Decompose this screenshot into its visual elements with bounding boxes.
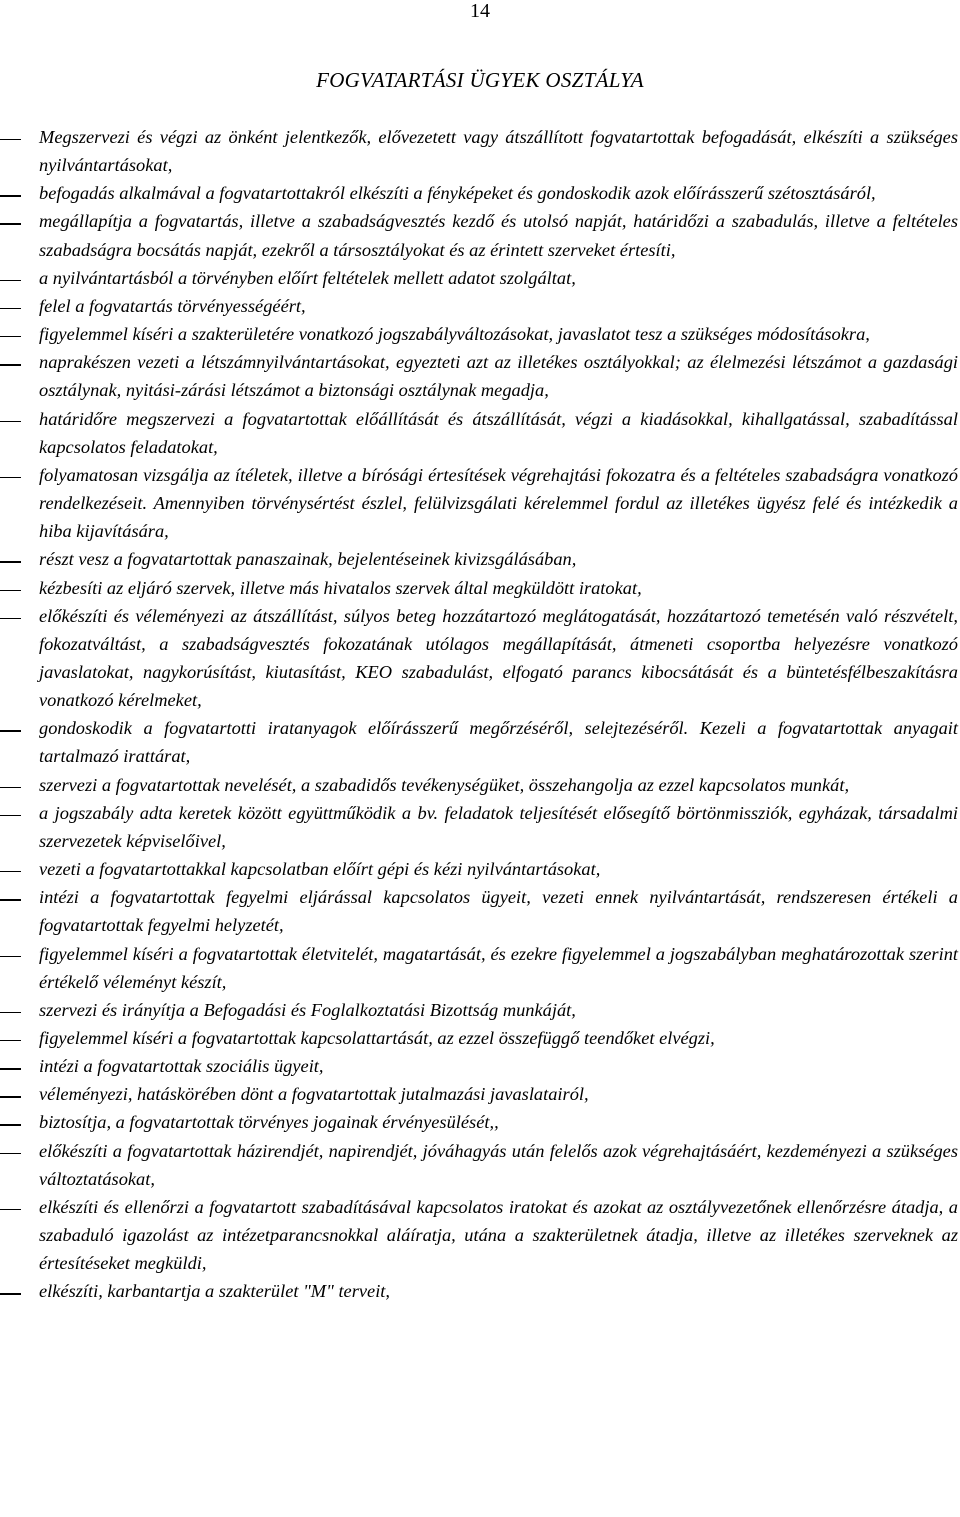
list-item (0, 1024, 960, 1052)
list-item (0, 996, 960, 1024)
list-item-text: intézi a fogvatartottak fegyelmi eljárással kapcsolatos ügyeit, vezeti ennek nyilvántartását, rendszeresen értékeli a fogvatartottak fegyelmi helyzetét, (39, 887, 958, 936)
list-item-text: előkészíti a fogvatartottak házirendjét, napirendjét, jóváhagyás után felelős azok végrehajtásáért, kezdeményezi a szükséges változtatásokat, (39, 1140, 958, 1189)
list-item (0, 292, 960, 320)
list-item-text: figyelemmel kíséri a fogvatartottak kapcsolattartását, az ezzel összefüggő teendőket elvégzi, (39, 1028, 715, 1048)
list-item-text: megállapítja a fogvatartás, illetve a szabadságvesztés kezdő és utolsó napját, határidőzi a szabadulás, illetve a feltételes szabadságra bocsátás napját, ezekről a társosztályokat és az érintett szerveket értesíti, (39, 211, 958, 260)
list-item-text: határidőre megszervezi a fogvatartottak előállítását és átszállítását, végzi a kiadásokkal, kihallgatással, szabadítással kapcsolatos feladatokat, (39, 408, 958, 457)
list-item-text: naprakészen vezeti a létszámnyilvántartásokat, egyezteti azt az illetékes osztályokkal; az élelmezési létszámot a gazdasági osztálynak, nyitási-zárási létszámot a biztonsági osztálynak megadja, (39, 352, 958, 401)
list-item-text: elkészíti és ellenőrzi a fogvatartott szabadításával kapcsolatos iratokat és azokat az osztályvezetőnek ellenőrzésre átadja, a szabaduló igazolást az intézetparancsnokkal aláíratja, utána a szakterületnek átadja, illetve az illetékes szerveknek az értesítéseket megküldi, (39, 1196, 958, 1274)
list-item-text: felel a fogvatartás törvényességéért, (39, 295, 306, 316)
list-item (0, 461, 960, 545)
list-item-text: befogadás alkalmával a fogvatartottakról elkészíti a fényképeket és gondoskodik azok előírásszerű szétosztásáról, (39, 183, 876, 204)
list-item (0, 405, 960, 461)
list-item (0, 771, 960, 799)
list-item (0, 207, 960, 263)
list-item-text: szervezi és irányítja a Befogadási és Foglalkoztatási Bizottság munkáját, (39, 999, 576, 1020)
list-item-text: figyelemmel kíséri a fogvatartottak életvitelét, magatartását, és ezekre figyelemmel a jogszabályban meghatározottak szerint értékelő véleményt készít, (39, 943, 958, 992)
list-item-text: intézi a fogvatartottak szociális ügyeit, (39, 1056, 324, 1077)
list-item (0, 883, 960, 939)
list-item-text: elkészíti, karbantartja a szakterület "M" terveit, (39, 1281, 391, 1302)
list-item (0, 348, 960, 404)
list-item (0, 320, 960, 348)
list-item (0, 123, 960, 179)
list-item (0, 1052, 960, 1080)
list-item (0, 545, 960, 573)
list-item (0, 574, 960, 602)
list-item (0, 1193, 960, 1277)
page-number: 14 (470, 0, 490, 22)
list-item (0, 602, 960, 715)
list-item-text: vezeti a fogvatartottakkal kapcsolatban előírt gépi és kézi nyilvántartásokat, (39, 859, 601, 880)
list-item (0, 940, 960, 996)
list-item-text: előkészíti és véleményezi az átszállítást, súlyos beteg hozzátartozó meglátogatását, hozzátartozó temetésén való részvételt, fokozatváltást, a szabadságvesztés fokozatának utólagos megállapítását, átmeneti csoportba helyezésre vonatkozó javaslatokat, nagykorúsítást, kiutasítást, KEO szabadulást, elfogató parancs kibocsátását és a büntetésfélbeszakításra vonatkozó kérelmeket, (39, 605, 958, 711)
section-title: FOGVATARTÁSI ÜGYEK OSZTÁLYA (316, 68, 644, 92)
list-item-text: a jogszabály adta keretek között együttműködik a bv. feladatok teljesítését elősegítő börtönmissziók, egyházak, társadalmi szervezetek képviselőivel, (39, 802, 958, 851)
duty-list (0, 123, 960, 1306)
list-item-text: véleményezi, hatáskörében dönt a fogvatartottak jutalmazási javaslatairól, (39, 1084, 589, 1105)
list-item-text: szervezi a fogvatartottak nevelését, a szabadidős tevékenységüket, összehangolja az ezzel kapcsolatos munkát, (39, 774, 850, 795)
list-item (0, 264, 960, 292)
list-item (0, 1137, 960, 1193)
list-item (0, 179, 960, 207)
list-item-text: figyelemmel kíséri a szakterületére vonatkozó jogszabályváltozásokat, javaslatot tesz a szükséges módosításokra, (39, 324, 870, 345)
list-item (0, 855, 960, 883)
list-item-text: biztosítja, a fogvatartottak törvényes jogainak érvényesülését,, (39, 1112, 499, 1133)
list-item-text: kézbesíti az eljáró szervek, illetve más hivatalos szervek által megküldött iratokat, (39, 577, 642, 598)
list-item-text: Megszervezi és végzi az önként jelentkezők, elővezetett vagy átszállított fogvatartottak befogadását, elkészíti a szükséges nyilvántartásokat, (39, 127, 958, 176)
list-item-text: folyamatosan vizsgálja az ítéletek, illetve a bírósági értesítések végrehajtási fokozatra és a feltételes szabadságra vonatkozó rendelkezéseit. Amennyiben törvénysértést észlel, felülvizsgálati kérelemmel fordul az illetékes ügyész felé és intézkedik a hiba kijavítására, (39, 464, 958, 542)
list-item (0, 1080, 960, 1108)
list-item-text: a nyilvántartásból a törvényben előírt feltételek mellett adatot szolgáltat, (39, 267, 576, 288)
list-item (0, 799, 960, 855)
list-item (0, 1277, 960, 1305)
list-item-text: gondoskodik a fogvatartotti iratanyagok előírásszerű megőrzéséről, selejtezéséről. Kezeli a fogvatartottak anyagait tartalmazó irattárat, (39, 718, 958, 767)
list-item (0, 714, 960, 770)
list-item-text: részt vesz a fogvatartottak panaszainak, bejelentéseinek kivizsgálásában, (39, 549, 577, 570)
list-item (0, 1108, 960, 1136)
